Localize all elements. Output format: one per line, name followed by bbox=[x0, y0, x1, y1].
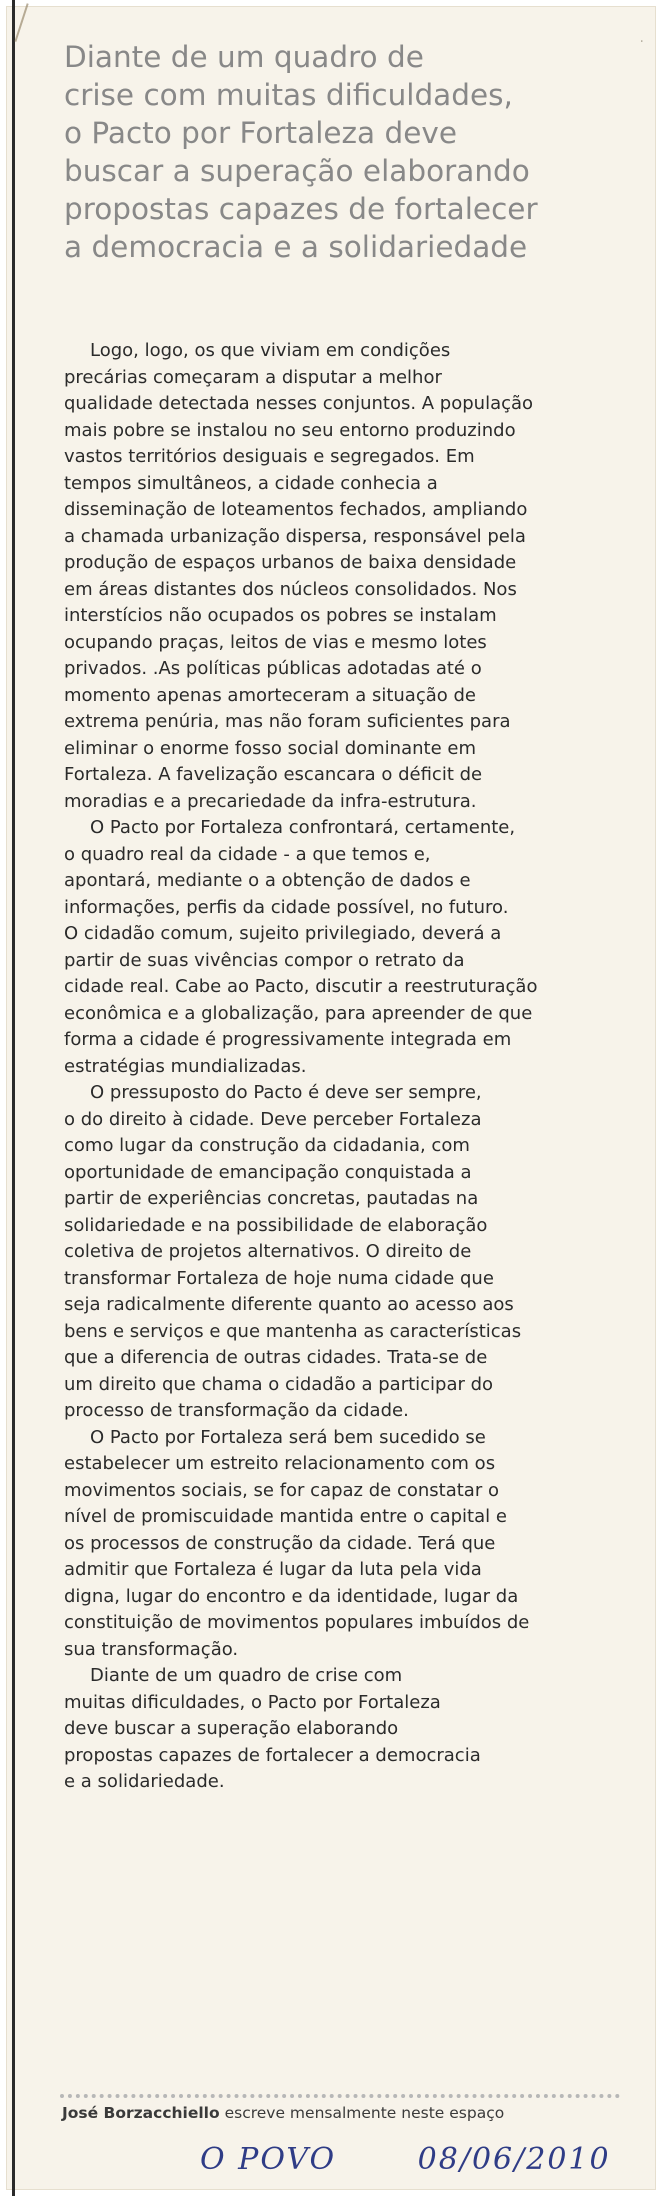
handwritten-source: O POVO bbox=[200, 2142, 337, 2177]
author-signature bbox=[62, 2104, 504, 2122]
paragraph-2: O Pacto por Fortaleza confrontará, certamente, o quadro real da cidade - a que temos e, apontará, mediante o a obtenção de dados e informações, perfis da cidade possível, no futuro. O cidadão comum, sujeito privilegiado, deverá a partir de suas vivências compor o retrato da cidade real. Cabe ao Pacto, discutir a reestruturação econômica e a globalização, para apreender de que forma a cidade é progressivamente integrada em estratégias mundializadas. bbox=[64, 817, 538, 1077]
column-rule bbox=[12, 0, 15, 2196]
paragraph-5: Diante de um quadro de crise com muitas dificuldades, o Pacto por Fortaleza deve buscar a superação elaborando propostas capazes de fortalecer a democracia e a solidariedade. bbox=[64, 1665, 481, 1792]
signature-divider bbox=[60, 2094, 620, 2098]
pull-quote-headline: Diante de um quadro de crise com muitas dificuldades, o Pacto por Fortaleza deve buscar a superação elaborando propostas capazes de fortalecer a democracia e a solidariedade bbox=[64, 40, 538, 264]
handwritten-date: 08/06/2010 bbox=[417, 2142, 611, 2177]
paragraph-4: O Pacto por Fortaleza será bem sucedido se estabelecer um estreito relacionamento com os movimentos sociais, se for capaz de constatar o nível de promiscuidade mantida entre o capital e os processos de construção da cidade. Terá que admitir que Fortaleza é lugar da luta pela vida digna, lugar do encontro e da identidade, lugar da constituição de movimentos populares imbuídos de sua transformação. bbox=[64, 1426, 530, 1660]
paragraph-1: Logo, logo, os que viviam em condições precárias começaram a disputar a melhor qualidade detectada nesses conjuntos. A população mais pobre se instalou no seu entorno produzindo vastos territórios desiguais e segregados. Em tempos simultâneos, a cidade conhecia a disseminação de loteamentos fechados, ampliando a chamada urbanização dispersa, responsável pela produção de espaços urbanos de baixa densidade em áreas distantes dos núcleos consolidados. Nos interstícios não ocupados os pobres se instalam ocupando praças, leitos de vias e mesmo lotes privados. .As políticas públicas adotadas até o momento apenas amorteceram a situação de extrema penúria, mas não foram suficientes para eliminar o enorme fosso social dominante em Fortaleza. A favelização escancara o déficit de moradias e a precariedade da infra-estrutura. bbox=[64, 340, 534, 812]
paragraph-3: O pressuposto do Pacto é deve ser sempre, o do direito à cidade. Deve perceber Fortaleza como lugar da construção da cidadania, com oportunidade de emancipação conquistada a partir de experiências concretas, pautadas na solidariedade e na possibilidade de elaboração coletiva de projetos alternativos. O direito de transformar Fortaleza de hoje numa cidade que seja radicalmente diferente quanto ao acesso aos bens e serviços e que mantenha as características que a diferencia de outras cidades. Trata-se de um direito que chama o cidadão a participar do processo de transformação da cidade. bbox=[64, 1082, 522, 1421]
author-note: escreve mensalmente neste espaço bbox=[224, 2104, 505, 2122]
handwritten-annotation bbox=[200, 2142, 620, 2177]
author-name: José Borzacchiello bbox=[62, 2104, 220, 2122]
corner-mark: · bbox=[639, 34, 644, 50]
article-body bbox=[64, 338, 632, 1796]
